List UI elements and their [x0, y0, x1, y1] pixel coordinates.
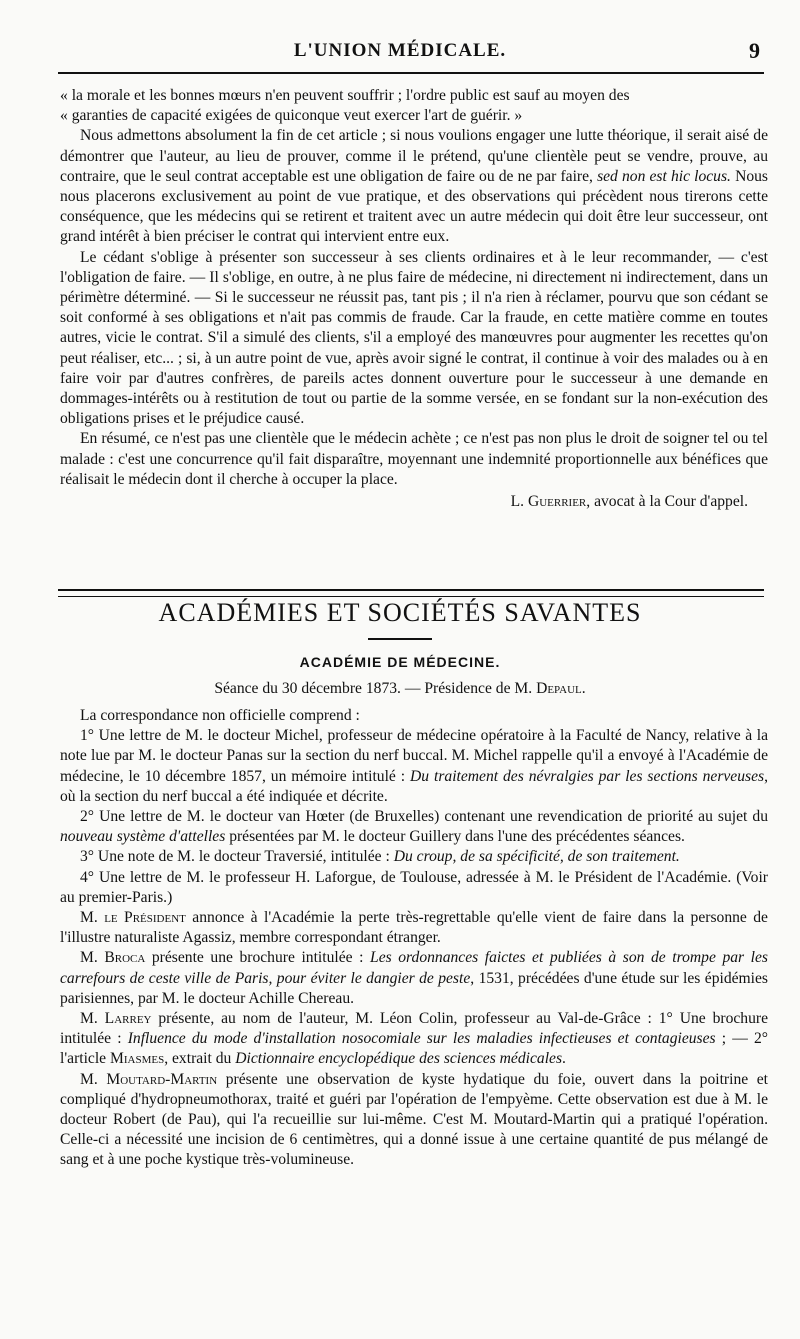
text-run: présente une observation de kyste hydatique du foie, ouvert dans la poitrine et compliqué d'hydropneumothorax, traité et guéri par l'opération de l'empyème. Cette observation est due à M. le docteur Robert (de Pau), qui l'a recueillie sur lui-même. C'est M. Moutard-Martin qui a pratiqué l'opération. Celle-ci a nécessité une incision de 6 centimètres, qui a donné issue à une certaine quantité de pus mélangé de sang et à une poche kystique très-volumineuse. [60, 1070, 768, 1169]
text-run: M. [80, 909, 105, 927]
text-run: 1° Une lettre de M. le docteur Michel, professeur de médecine opératoire à la Faculté de Nancy, relative à la note lue par M. le docteur Panas sur la section du nerf buccal. M. Michel rappelle qu'il a envoyé à l'Académie de médecine, le 10 décembre 1857, un mémoire intitulé : [60, 727, 768, 785]
signature [60, 492, 768, 512]
signature-initial: L. [510, 493, 528, 511]
paragraph: En résumé, ce n'est pas une clientèle que le médecin achète ; ce n'est pas non plus le droit de soigner tel ou tel malade : c'est une concurrence qu'il fait disparaître, moyennant une indemnité proportionnelle aux bénéfices que réalisait le médecin dont il cherche à occuper la place. [60, 430, 768, 488]
text-run: présente une brochure intitulée : [145, 949, 371, 967]
text-run: , extrait du [164, 1050, 236, 1068]
minutes [60, 706, 768, 1171]
title-rule [368, 638, 432, 640]
paragraph: Le cédant s'oblige à présenter son successeur à ses clients ordinaires et à le leur recommander, — c'est l'obligation de faire. — Il s'oblige, en outre, à ne plus faire de médecine, ni directement ni indirectement, dans un périmètre déterminé. — Si le successeur ne réussit pas, tant pis ; il n'a rien à réclamer, pourvu que son cédant se soit conformé à ses obligations et n'ait pas commis de fraude. Car la fraude, en cette matière comme en toutes autres, vicie le contrat. S'il a simulé des clients, s'il a employé des manœuvres pour augmenter les recettes qu'on peut réaliser, etc... ; si, à un autre point de vue, après avoir signé le contrat, il continue à voir des malades ou à en faire voir par d'autres confrères, de pareils actes donnent ouverture pour le successeur à une demande en dommages-intérêts ou à restitution de tout ou partie de la somme versée, en se fondant sur la non-exécution des obligations prises et le préjudice causé. [60, 248, 768, 428]
title-italic: Dictionnaire encyclopédique des sciences médicales [235, 1050, 563, 1068]
paragraph [60, 126, 768, 247]
running-title: L'UNION MÉDICALE. [293, 40, 507, 61]
title-italic: Du traitement des névralgies par les sections nerveuses [410, 767, 765, 785]
presentation [60, 948, 768, 1009]
speaker-name: le Président [104, 909, 186, 927]
title-italic: nouveau système d'attelles [60, 828, 226, 846]
correspondence-item [60, 807, 768, 847]
announcement [60, 908, 768, 948]
correspondence-item [60, 726, 768, 807]
presentation [60, 1009, 768, 1070]
quote-line: « la morale et les bonnes mœurs n'en peuvent souffrir ; l'ordre public est sauf au moyen des [60, 87, 630, 104]
text-run: 3° Une note de M. le docteur Traversié, intitulée : [80, 848, 394, 866]
article-conclusion [60, 86, 768, 512]
speaker-name: Broca [104, 949, 146, 967]
header-rule [58, 72, 764, 74]
text-run: . [562, 1050, 566, 1068]
author-name: Guerrier [527, 493, 587, 511]
seance-line [0, 680, 800, 698]
title-italic: Du croup, de sa spécificité, de son traitement. [393, 848, 680, 866]
text-run: M. [80, 949, 105, 967]
page-number: 9 [749, 38, 760, 63]
section-rule [58, 589, 764, 597]
speaker-name: Larrey [104, 1010, 152, 1028]
text-run: présentées par M. le docteur Guillery dans l'une des précédentes séances. [225, 828, 685, 846]
text-run: 2° Une lettre de M. le docteur van Hœter (de Bruxelles) contenant une revendication de priorité au sujet du [80, 808, 768, 826]
seance-date: Séance du 30 décembre 1873. — Présidence de M. [214, 680, 537, 697]
president-name: Depaul [536, 680, 582, 697]
presentation [60, 1070, 768, 1171]
subsection-title: ACADÉMIE DE MÉDECINE. [299, 654, 501, 670]
correspondence-item [60, 847, 768, 867]
text-run: . [581, 680, 586, 697]
title-italic: Influence du mode d'installation nosocomiale sur les maladies infectieuses et contagieuses [127, 1030, 716, 1048]
correspondence-item: 4° Une lettre de M. le professeur H. Laforgue, de Toulouse, adressée à M. le Président de l'Académie. (Voir au premier-Paris.) [60, 868, 768, 906]
text-run: , où la section du nerf buccal a été indiquée et décrite. [60, 767, 768, 805]
text-run: M. [80, 1070, 107, 1088]
latin-phrase: sed non est hic locus. [597, 167, 731, 185]
text-run: Nous nous placerons exclusivement au point de vue pratique, et des observations qui précèdent nous tirerons cette conséquence, que les médecins qui se retirent et traitent avec un autre médecin qui doit être leur successeur, ont grand intérêt à bien préciser le contrat qui intervient entre eux. [60, 167, 768, 246]
text-run: ; — 2° l'article [60, 1030, 769, 1068]
text-run: M. [80, 1010, 105, 1028]
section-title: ACADÉMIES ET SOCIÉTÉS SAVANTES [158, 598, 642, 627]
article-name: Miasmes [110, 1050, 165, 1068]
title-italic: Les ordonnances faictes et publiées à son de trompe par les carrefours de ceste ville de Paris, pour éviter le dangier de peste [60, 949, 768, 987]
author-title: , avocat à la Cour d'appel. [586, 493, 748, 511]
running-head [0, 38, 800, 66]
quote-line: « garanties de capacité exigées de quiconque veut exercer l'art de guérir. » [60, 107, 523, 125]
text-run: Nous admettons absolument la fin de cet article ; si nous voulions engager une lutte théorique, il serait aisé de démontrer que l'auteur, au lieu de prouver, comme il le prétend, qu'une clientèle peut se vendre, prouve, au contraire, que le seul contrat acceptable est une obligation de faire ou de ne par faire, [60, 127, 768, 185]
speaker-name: Moutard-Martin [106, 1070, 218, 1088]
text-run: présente, au nom de l'auteur, M. Léon Colin, professeur au Val-de-Grâce : 1° Une brochure intitulée : [60, 1010, 768, 1048]
correspondence-intro: La correspondance non officielle comprend : [80, 707, 360, 724]
text-run: annonce à l'Académie la perte très-regrettable qu'elle vient de faire dans la personne de l'illustre naturaliste Agassiz, membre correspondant étranger. [60, 909, 768, 947]
text-run: , 1531, précédées d'une étude sur les épidémies parisiennes, par M. le docteur Achille Chereau. [60, 969, 768, 1007]
